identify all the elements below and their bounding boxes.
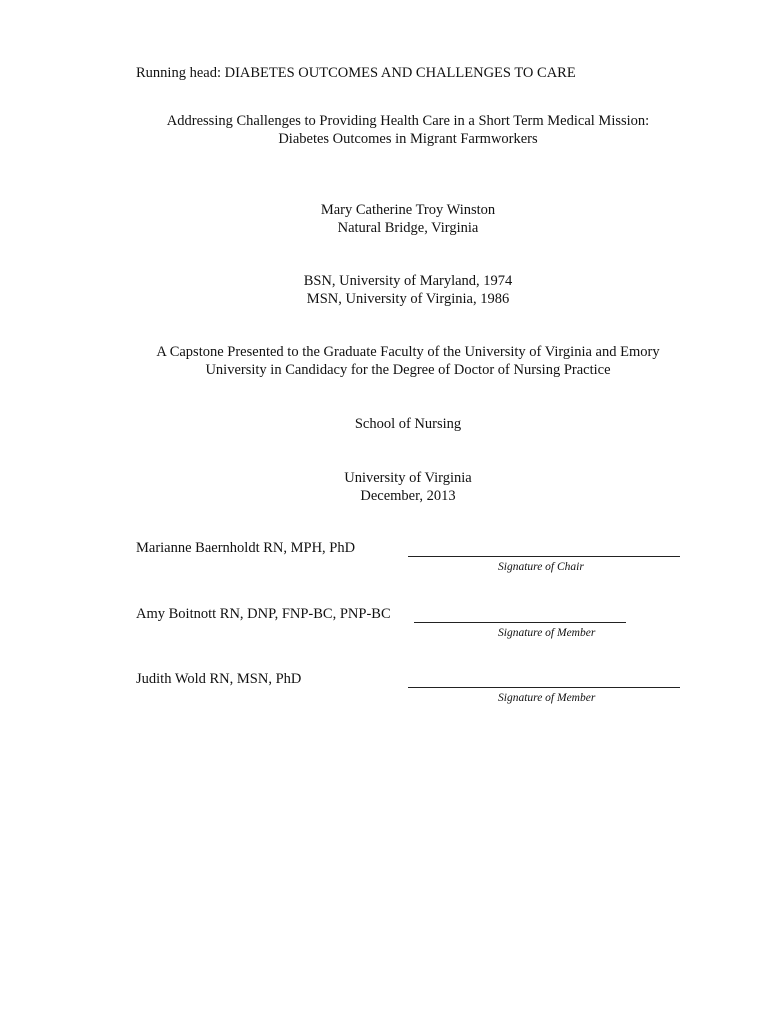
signature-row-member-1 bbox=[136, 606, 681, 646]
capstone-line-2: University in Candidacy for the Degree of Doctor of Nursing Practice bbox=[205, 362, 611, 378]
institution bbox=[100, 469, 716, 505]
school-name: School of Nursing bbox=[354, 416, 462, 432]
document-title bbox=[100, 112, 716, 148]
signature-line bbox=[408, 556, 680, 557]
institution-name: University of Virginia bbox=[344, 470, 472, 486]
signature-caption: Signature of Chair bbox=[498, 561, 584, 573]
capstone-line-1: A Capstone Presented to the Graduate Faculty of the University of Virginia and Emory bbox=[156, 344, 660, 360]
signature-line bbox=[408, 687, 680, 688]
signature-row-member-2 bbox=[136, 671, 681, 711]
institution-date: December, 2013 bbox=[360, 488, 456, 504]
signatory-name: Judith Wold RN, MSN, PhD bbox=[136, 671, 302, 687]
signature-caption: Signature of Member bbox=[498, 627, 596, 639]
signature-caption: Signature of Member bbox=[498, 692, 596, 704]
capstone-statement bbox=[85, 343, 731, 379]
signatory-name: Marianne Baernholdt RN, MPH, PhD bbox=[136, 540, 356, 556]
degree-msn: MSN, University of Virginia, 1986 bbox=[306, 291, 510, 307]
author-location: Natural Bridge, Virginia bbox=[337, 220, 479, 236]
signatory-name: Amy Boitnott RN, DNP, FNP-BC, PNP-BC bbox=[136, 606, 391, 622]
author-info bbox=[100, 201, 716, 237]
school bbox=[100, 415, 716, 433]
title-line-1: Addressing Challenges to Providing Health Care in a Short Term Medical Mission: bbox=[166, 113, 650, 129]
signature-row-chair bbox=[136, 540, 681, 580]
running-head: Running head: DIABETES OUTCOMES AND CHALLENGES TO CARE bbox=[136, 65, 576, 81]
degree-bsn: BSN, University of Maryland, 1974 bbox=[303, 273, 513, 289]
degrees bbox=[100, 272, 716, 308]
signature-line bbox=[414, 622, 626, 623]
author-name: Mary Catherine Troy Winston bbox=[320, 202, 496, 218]
title-line-2: Diabetes Outcomes in Migrant Farmworkers bbox=[278, 131, 538, 147]
